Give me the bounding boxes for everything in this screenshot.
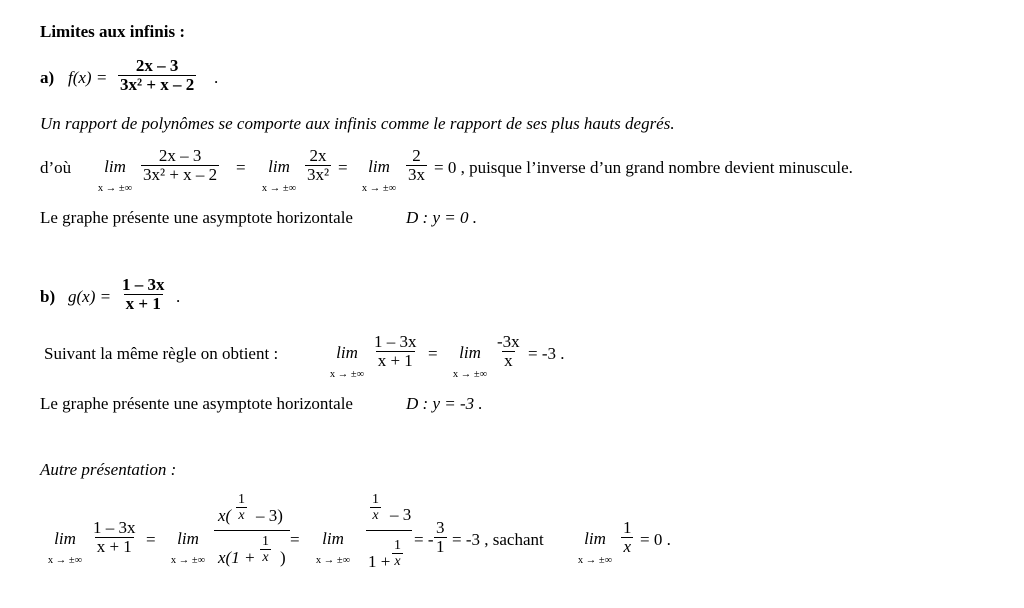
numerator: 2x – 3 — [135, 56, 179, 75]
equals-minus: = - — [414, 530, 434, 549]
rule-statement: Un rapport de polynômes se comporte aux infinis comme le rapport de ses plus hauts degrés. — [40, 114, 675, 133]
equals: = — [290, 530, 300, 549]
part-a-function: f(x) = — [68, 68, 108, 87]
dou-text: d’où — [40, 158, 72, 177]
part-a-label: a) — [40, 68, 55, 87]
part-a-definition-fraction — [118, 57, 196, 94]
alt-fraction-1: $\frac{1 - 3x}{x + 1}$ — [93, 518, 136, 556]
final-result: = 0 . — [640, 530, 671, 549]
alt-compound-fraction-bar-2 — [366, 530, 412, 531]
limit-operator: lim x → ±∞ — [577, 529, 613, 566]
limit-fraction-b2: $\frac{-3x}{x}$ — [497, 332, 520, 370]
limit-operator: lim x → ±∞ — [261, 157, 297, 194]
limit-fraction-1: $\frac{2x - 3}{\text{3x² + x – 2}}$ — [143, 146, 218, 184]
alt-heading: Autre présentation : — [40, 460, 177, 479]
alt-compound-fraction-bar — [214, 530, 290, 531]
asymptote-text-b: Le graphe présente une asymptote horizontale — [40, 394, 353, 413]
asymptote-equation-a: D : y = 0 . — [406, 208, 477, 227]
asymptote-equation-b: D : y = -3 . — [406, 394, 483, 413]
asymptote-text-a: Le graphe présente une asymptote horizontale — [40, 208, 353, 227]
alt-result-text: = -3 , sachant — [452, 530, 544, 549]
limit-fraction-3: $\frac{2}{3x}$ — [408, 146, 425, 184]
limit-operator: lim x → ±∞ — [452, 343, 488, 380]
period: . — [176, 287, 181, 306]
limit-operator: lim x → ±∞ — [315, 529, 351, 566]
limit-result-text: = -3 . — [528, 344, 565, 363]
same-rule-text: Suivant la même règle on obtient : — [44, 344, 279, 363]
page-title: Limites aux infinis : — [40, 22, 185, 41]
equals: = — [428, 344, 438, 363]
limit-operator: lim x → ±∞ — [361, 157, 397, 194]
limit-result-text: = 0 , puisque l’inverse d’un grand nombre devient minuscule. — [434, 158, 853, 177]
one-over-x-final: $\frac{1}{x}$ — [623, 518, 632, 556]
part-b-function: g(x) = — [68, 287, 112, 306]
limit-operator: lim x → ±∞ — [329, 343, 365, 380]
one-over-x: $\frac{1}{x}$ — [372, 492, 379, 523]
period: . — [214, 68, 219, 87]
limit-operator: lim x → ±∞ — [170, 529, 206, 566]
one-over-x: $\frac{1}{x}$ — [262, 534, 269, 565]
equals: = — [236, 158, 246, 177]
limit-operator: lim x → ±∞ — [97, 157, 133, 194]
equals: = — [338, 158, 348, 177]
equals: = — [146, 530, 156, 549]
part-b-label: b) — [40, 287, 56, 306]
limit-fraction-2: $\frac{2x}{\text{3x²}}$ — [307, 146, 330, 184]
limit-fraction-b1: $\frac{1 - 3x}{x + 1}$ — [374, 332, 417, 370]
limit-operator: lim x → ±∞ — [47, 529, 83, 566]
one-over-x: $\frac{1}{x}$ — [394, 538, 401, 569]
part-b-definition-fraction: $\frac{1 - 3x}{x + 1}$ — [122, 275, 165, 313]
denominator: 3x² + x – 2 — [120, 75, 195, 94]
three-over-one: $\frac{3}{1}$ — [436, 518, 445, 556]
one-over-x: $\frac{1}{x}$ — [238, 492, 245, 523]
